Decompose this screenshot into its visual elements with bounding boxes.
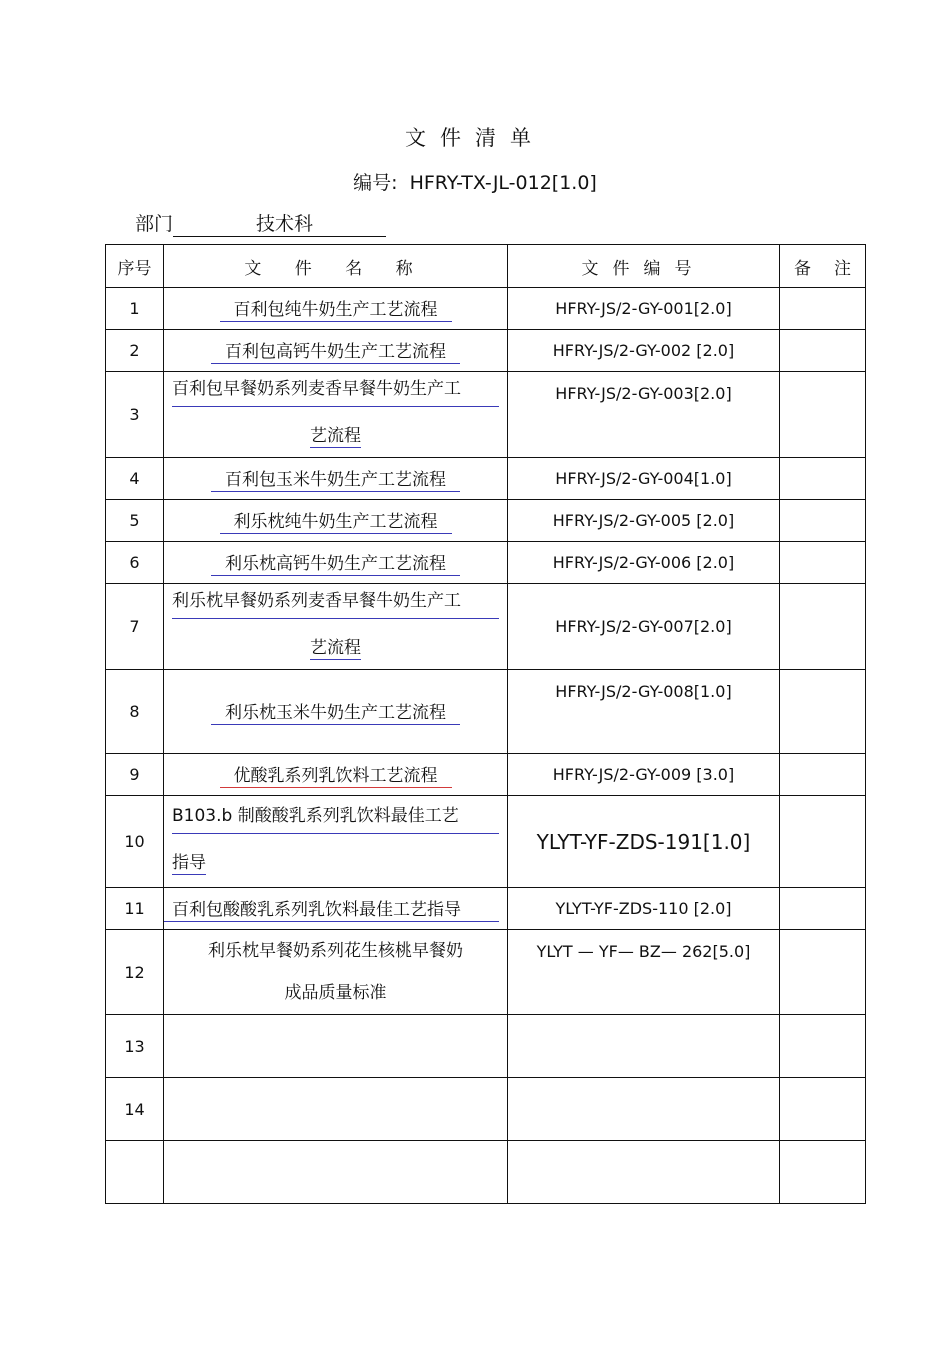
table-row [106, 1141, 866, 1204]
row-name-cell [164, 930, 508, 1015]
table-row [106, 670, 866, 754]
row-seq: 4 [106, 458, 164, 500]
table-row [106, 584, 866, 670]
row-seq: 6 [106, 542, 164, 584]
row-note [780, 796, 866, 888]
row-name-cell [164, 584, 508, 670]
row-name: 利乐枕纯牛奶生产工艺流程 [220, 507, 452, 534]
row-name-cell [164, 500, 508, 542]
row-note [780, 1141, 866, 1204]
table-row [106, 888, 866, 930]
row-name-cell [164, 458, 508, 500]
row-name-line2: 艺流程 [310, 638, 361, 658]
row-note [780, 372, 866, 458]
row-note [780, 930, 866, 1015]
row-seq: 14 [106, 1078, 164, 1141]
row-name-cell [164, 372, 508, 458]
table-row [106, 796, 866, 888]
row-name-cell [164, 670, 508, 754]
header-seq: 序号 [106, 245, 164, 288]
row-name-cell [164, 754, 508, 796]
document-number-label: 编号: [353, 172, 398, 194]
row-name: 百利包酸酸乳系列乳饮料最佳工艺指导 [164, 895, 499, 922]
row-code: HFRY-JS/2-GY-003[2.0] [508, 372, 780, 458]
table-row [106, 1015, 866, 1078]
row-seq: 8 [106, 670, 164, 754]
row-note [780, 288, 866, 330]
row-seq: 5 [106, 500, 164, 542]
table-row [106, 458, 866, 500]
row-seq: 9 [106, 754, 164, 796]
row-note [780, 542, 866, 584]
document-title: 文件清单 [405, 126, 545, 150]
row-note [780, 330, 866, 372]
row-name-cell [164, 1078, 508, 1141]
row-code: HFRY-JS/2-GY-006 [2.0] [508, 542, 780, 584]
row-name-cell [164, 288, 508, 330]
row-name-line1: B103.b 制酸酸乳系列乳饮料最佳工艺 [172, 799, 499, 834]
row-name: 利乐枕高钙牛奶生产工艺流程 [211, 549, 460, 576]
row-note [780, 1015, 866, 1078]
row-name: 百利包高钙牛奶生产工艺流程 [211, 337, 460, 364]
row-name-cell [164, 1015, 508, 1078]
row-code: YLYT-YF-ZDS-191[1.0] [508, 796, 780, 888]
row-code: HFRY-JS/2-GY-005 [2.0] [508, 500, 780, 542]
row-name: 百利包纯牛奶生产工艺流程 [220, 295, 452, 322]
row-seq: 1 [106, 288, 164, 330]
row-note [780, 458, 866, 500]
table-row [106, 288, 866, 330]
row-name-line1: 利乐枕早餐奶系列麦香早餐牛奶生产工 [172, 584, 499, 619]
row-seq: 13 [106, 1015, 164, 1078]
table-row [106, 930, 866, 1015]
row-name-line2: 艺流程 [310, 426, 361, 446]
table-row [106, 542, 866, 584]
file-list-table [105, 244, 866, 1204]
row-note [780, 888, 866, 930]
row-note [780, 584, 866, 670]
row-name-cell [164, 330, 508, 372]
row-name: 百利包玉米牛奶生产工艺流程 [211, 465, 460, 492]
row-code: HFRY-JS/2-GY-008[1.0] [508, 670, 780, 754]
row-seq: 2 [106, 330, 164, 372]
header-name: 文 件 名 称 [164, 245, 508, 288]
row-seq: 12 [106, 930, 164, 1015]
row-code [508, 1078, 780, 1141]
row-note [780, 670, 866, 754]
row-name-line1: 百利包早餐奶系列麦香早餐牛奶生产工 [172, 372, 499, 407]
row-code: YLYT — YF— BZ— 262[5.0] [508, 930, 780, 1015]
row-code [508, 1141, 780, 1204]
row-name-line1: 利乐枕早餐奶系列花生核桃早餐奶 [208, 941, 463, 961]
row-note [780, 754, 866, 796]
row-name: 优酸乳系列乳饮料工艺流程 [220, 761, 452, 788]
row-name: 利乐枕玉米牛奶生产工艺流程 [211, 698, 460, 725]
row-name-line2: 指导 [172, 853, 206, 873]
table-row [106, 372, 866, 458]
department-label: 部门 [135, 213, 174, 235]
row-seq: 3 [106, 372, 164, 458]
row-name-cell [164, 888, 508, 930]
row-name-cell [164, 1141, 508, 1204]
row-code: HFRY-JS/2-GY-001[2.0] [508, 288, 780, 330]
document-number-value: HFRY-TX-JL-012[1.0] [409, 172, 597, 194]
header-code: 文件编号 [508, 245, 780, 288]
row-code: HFRY-JS/2-GY-009 [3.0] [508, 754, 780, 796]
table-row [106, 500, 866, 542]
table-header-row [106, 245, 866, 288]
document-number [0, 168, 950, 195]
header-note: 备注 [780, 245, 866, 288]
table-row [106, 754, 866, 796]
table-row [106, 330, 866, 372]
row-seq: 11 [106, 888, 164, 930]
row-seq: 7 [106, 584, 164, 670]
row-name-cell [164, 796, 508, 888]
table-row [106, 1078, 866, 1141]
row-name-line2: 成品质量标准 [284, 983, 387, 1003]
row-code: YLYT-YF-ZDS-110 [2.0] [508, 888, 780, 930]
row-code [508, 1015, 780, 1078]
department-line [135, 209, 386, 237]
row-code: HFRY-JS/2-GY-007[2.0] [508, 584, 780, 670]
row-code: HFRY-JS/2-GY-004[1.0] [508, 458, 780, 500]
row-code: HFRY-JS/2-GY-002 [2.0] [508, 330, 780, 372]
row-note [780, 500, 866, 542]
row-seq [106, 1141, 164, 1204]
row-seq: 10 [106, 796, 164, 888]
row-name-cell [164, 542, 508, 584]
department-value: 技术科 [173, 209, 386, 237]
row-note [780, 1078, 866, 1141]
